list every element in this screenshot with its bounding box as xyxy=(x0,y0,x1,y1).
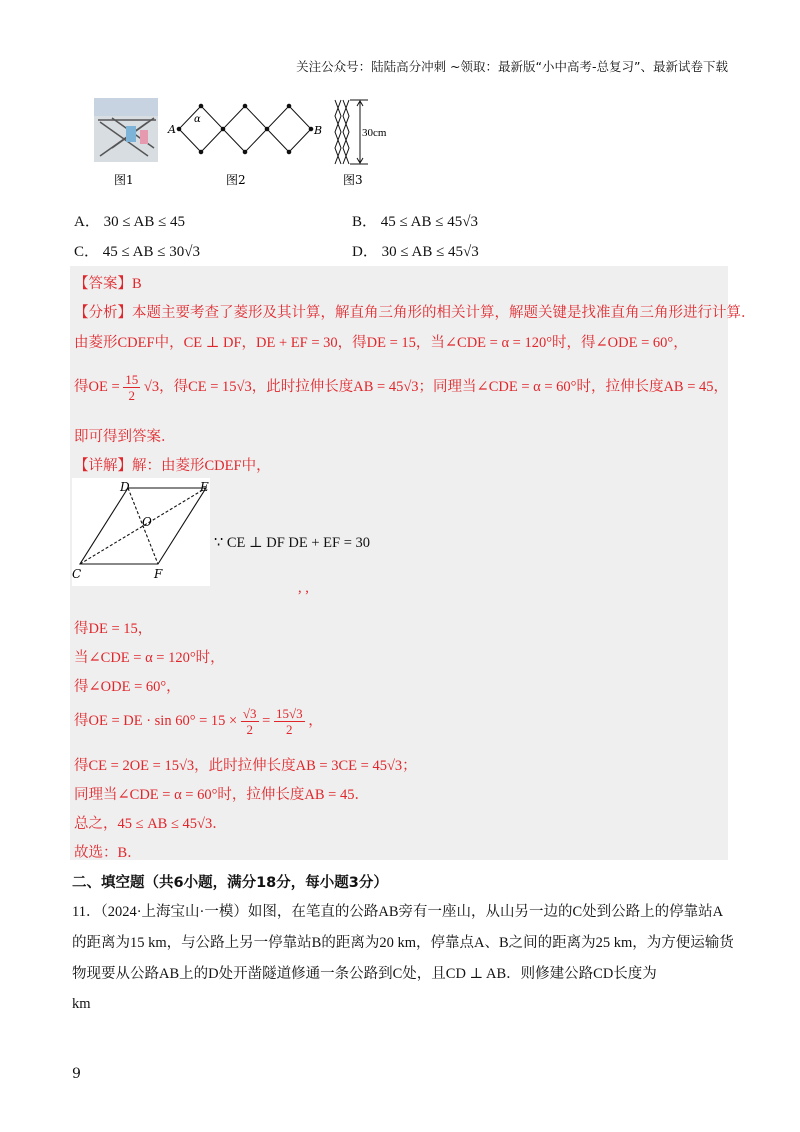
analysis-line-1: 【分析】本题主要考查了菱形及其计算，解直角三角形的相关计算，解题关键是找准直角三角形进行计算． xyxy=(74,305,756,321)
step-1: 得DE = 15， xyxy=(74,621,153,637)
option-a[interactable]: A． 30 ≤ AB ≤ 45 xyxy=(74,214,186,230)
step-6: 同理当∠CDE = α = 60°时，拉伸长度AB = 45． xyxy=(74,787,369,803)
question-line-3: 物现要从公路AB上的D处开凿隧道修通一条公路到C处，且CD ⊥ AB．则修建公路CD长度为 xyxy=(72,966,657,982)
rhombus-figure xyxy=(72,478,210,586)
rhombus-label-e: E xyxy=(200,480,209,494)
rhombus-label-c: C xyxy=(72,567,82,581)
step-8: 故选：B． xyxy=(74,845,142,861)
option-d[interactable]: D． 30 ≤ AB ≤ 45√3 xyxy=(352,244,479,260)
option-c[interactable]: C． 45 ≤ AB ≤ 30√3 xyxy=(74,244,200,260)
page-header: 关注公众号：陆陆高分冲刺 ~领取：最新版“小中高考-总复习”、最新试卷下载 xyxy=(296,59,728,74)
rhombus-label-f: F xyxy=(154,567,163,581)
step-5: 得CE = 2OE = 15√3，此时拉伸长度AB = 3CE = 45√3； xyxy=(74,758,417,774)
label-30cm: 30cm xyxy=(362,127,387,139)
question-line-1: 11．（2024·上海宝山·一模）如图，在笔直的公路AB旁有一座山，从山另一边的C处到公路上的停靠站A xyxy=(72,904,724,920)
analysis-line-2: 由菱形CDEF中，CE ⊥ DF，DE + EF = 30，得DE = 15，当∠CDE = α = 120°时，得∠ODE = 60°， xyxy=(74,335,688,351)
analysis-line-3: 得OE = $\frac{15}{2}$ √3，得CE = 15√3，此时拉伸长度AB = 45√3；同理当∠CDE = α = 60°时，拉伸长度AB = 45， xyxy=(74,372,729,403)
section-title: 二、填空题（共6小题，满分18分，每小题3分） xyxy=(72,875,388,891)
step-4: 得OE = DE · sin 60° = 15 × $\frac{√3}{2}$ = $\frac{15√3}{2}$ ， xyxy=(74,706,323,737)
question-line-4: km xyxy=(72,996,91,1012)
figure-2-rhombus-chain xyxy=(177,104,313,154)
figure-1-photo xyxy=(94,98,158,162)
detail-given: ∵ CE ⊥ DF DE + EF = 30 xyxy=(214,535,371,551)
detail-line-1: 【详解】解：由菱形CDEF中， xyxy=(74,458,271,474)
label-b: B xyxy=(314,124,323,137)
step-7: 总之，45 ≤ AB ≤ 45√3． xyxy=(74,816,227,832)
label-alpha: α xyxy=(194,114,201,125)
caption-figure-2: 图2 xyxy=(226,173,246,187)
answer-line: 【答案】B xyxy=(74,276,142,292)
analysis-line-4: 即可得到答案． xyxy=(74,429,176,445)
rhombus-label-d: D xyxy=(120,480,130,494)
rhombus-label-o: O xyxy=(142,515,152,529)
caption-figure-1: 图1 xyxy=(114,173,134,187)
step-2: 当∠CDE = α = 120°时， xyxy=(74,650,225,666)
question-line-2: 的距离为15 km，与公路上另一停靠站B的距离为20 km，停靠点A、B之间的距离为25 km，为方便运输货 xyxy=(72,935,734,951)
detail-commas: , , xyxy=(298,580,309,596)
step-3: 得∠ODE = 60°， xyxy=(74,679,181,695)
label-a: A xyxy=(168,123,176,136)
page-number: 9 xyxy=(72,1066,81,1082)
figures xyxy=(92,96,392,194)
caption-figure-3: 图3 xyxy=(343,173,363,187)
option-b[interactable]: B． 45 ≤ AB ≤ 45√3 xyxy=(352,214,478,230)
